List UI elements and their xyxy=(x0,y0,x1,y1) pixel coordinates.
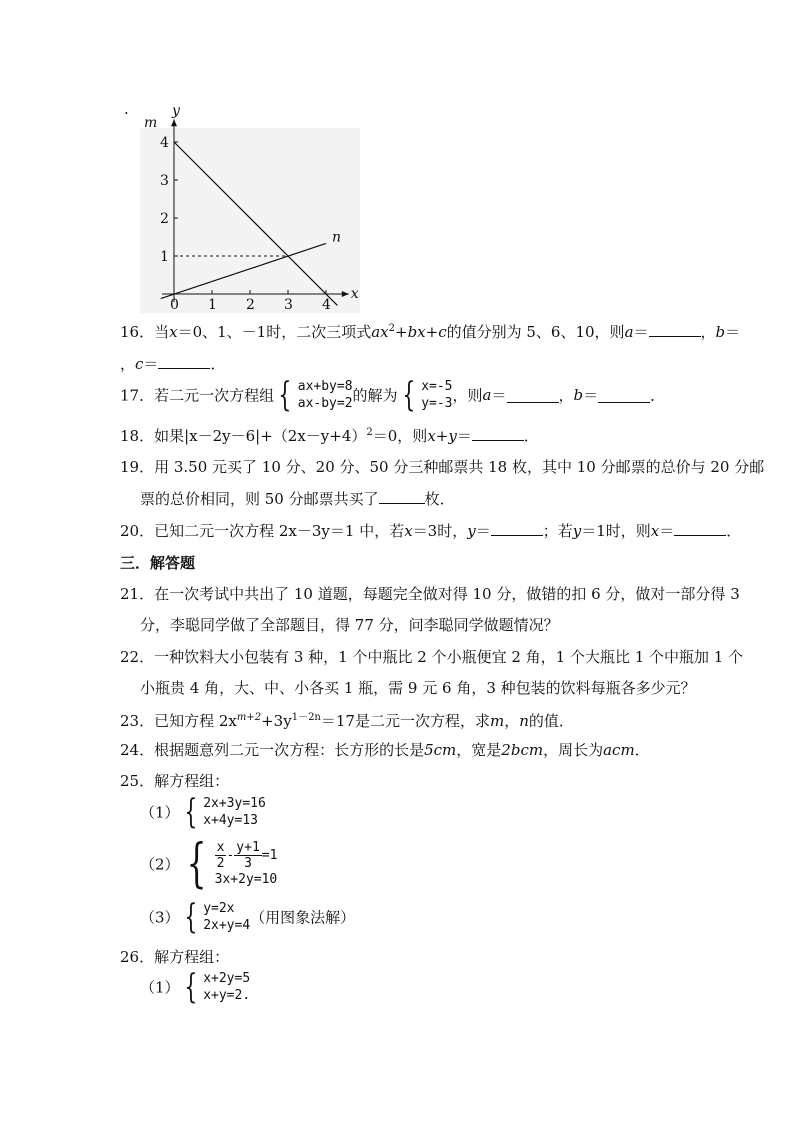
question-26: 26．解方程组： xyxy=(120,948,230,966)
answer-blank-a[interactable] xyxy=(649,321,701,337)
question-26-part-1: （1） { x+2y=5 x+y=2. xyxy=(140,967,251,1007)
question-25-part-1: （1） { 2x+3y=16 x+4y=13 xyxy=(140,792,266,832)
answer-blank-c[interactable] xyxy=(158,353,210,369)
line-m-label: m xyxy=(144,115,158,132)
equation-system: { 2x+3y=16 x+4y=13 xyxy=(183,792,266,832)
answer-blank-y[interactable] xyxy=(491,520,543,536)
x-tick-label: 1 xyxy=(208,297,217,313)
equation-system: { ax+by=8 ax-by=2 xyxy=(278,375,353,415)
y-tick-label: 3 xyxy=(160,173,169,189)
question-19: 19．用 3.50 元买了 10 分、20 分、50 分三种邮票共 18 枚，其中 10 分邮票的总价与 20 分邮 xyxy=(120,458,765,476)
question-16-cont: ，c＝ ． xyxy=(120,355,226,373)
answer-blank-b[interactable] xyxy=(598,387,650,403)
question-19-cont: 票的总价相同，则 50 分邮票共买了 枚． xyxy=(140,490,455,508)
section-heading: 三．解答题 xyxy=(120,554,196,572)
x-axis-arrow xyxy=(342,291,349,297)
question-17: 17．若二元一次方程组 { ax+by=8 ax-by=2 的解为 { x=-5 y=-3 ，则a＝ ，b＝ ． xyxy=(120,375,666,415)
answer-blank-a[interactable] xyxy=(507,387,559,403)
question-23: 23．已知方程 $2x^{m+2}+3y^{1-2n}=17$是二元一次方程，求m，n的值． xyxy=(120,712,574,730)
question-24: 24．根据题意列二元一次方程：长方形的长是5cm，宽是2bcm，周长为acm． xyxy=(120,741,650,759)
x-tick-label: 2 xyxy=(246,297,255,313)
question-25: 25．解方程组： xyxy=(120,772,230,790)
graph-svg xyxy=(140,103,360,313)
equation-system: { x+2y=5 x+y=2. xyxy=(183,967,251,1007)
question-25-part-2: （2） { $\frac{x}{2}$ - $\frac{y+1}{3}$ =1 3x+2y=10 xyxy=(140,834,278,894)
y-axis-label: y xyxy=(172,103,180,120)
x-tick-label: 3 xyxy=(284,297,293,313)
question-22-cont: 小瓶贵 4 角，大、中、小各买 1 瓶，需 9 元 6 角，3 种包装的饮料每瓶各多少元？ xyxy=(140,679,696,697)
line-n xyxy=(161,243,326,298)
equation-system: { $\frac{x}{2}$ - $\frac{y+1}{3}$ =1 3x+2y=10 xyxy=(186,834,278,894)
question-22: 22．一种饮料大小包装有 3 种，1 个中瓶比 2 个小瓶便宜 2 角，1 个大瓶比 1 个中瓶加 1 个 xyxy=(120,648,744,666)
y-tick-label: 2 xyxy=(160,211,169,227)
x-tick-label: 4 xyxy=(322,297,331,313)
answer-blank[interactable] xyxy=(472,425,524,441)
y-tick-label: 1 xyxy=(160,249,169,265)
question-16: 16．当x＝0、1、－1时，二次三项式$ax^2+bx+c$的值分别为 5、6、10，则a＝ ，b＝ xyxy=(120,323,741,341)
question-21: 21．在一次考试中共出了 10 道题，每题完全做对得 10 分，做错的扣 6 分，做对一部分得 3 xyxy=(120,585,740,603)
question-21-cont: 分，李聪同学做了全部题目，得 77 分，问李聪同学做题情况？ xyxy=(140,616,559,634)
line-n-label: n xyxy=(332,229,342,246)
y-tick-label: 4 xyxy=(160,135,169,151)
answer-blank[interactable] xyxy=(379,488,425,504)
question-20: 20．已知二元一次方程 2x－3y＝1 中，若x＝3时，y＝ ；若y＝1时，则x＝ ． xyxy=(120,522,742,540)
line-graph xyxy=(140,103,360,313)
question-25-part-3: （3） { y=2x 2x+y=4 （用图象法解） xyxy=(140,897,356,937)
x-tick-label: 0 xyxy=(170,297,179,313)
equation-system: { y=2x 2x+y=4 xyxy=(183,897,251,937)
x-axis-label: x xyxy=(350,286,359,302)
y-axis-arrow xyxy=(171,119,177,126)
solution-system: { x=-5 y=-3 xyxy=(401,375,453,415)
stray-period: . xyxy=(124,100,129,118)
line-m xyxy=(174,142,337,305)
question-18: 18．如果$|x-2y-6|+(2x-y+4)^2=0$，则x+y＝ ． xyxy=(120,427,539,445)
answer-blank-x[interactable] xyxy=(674,520,726,536)
